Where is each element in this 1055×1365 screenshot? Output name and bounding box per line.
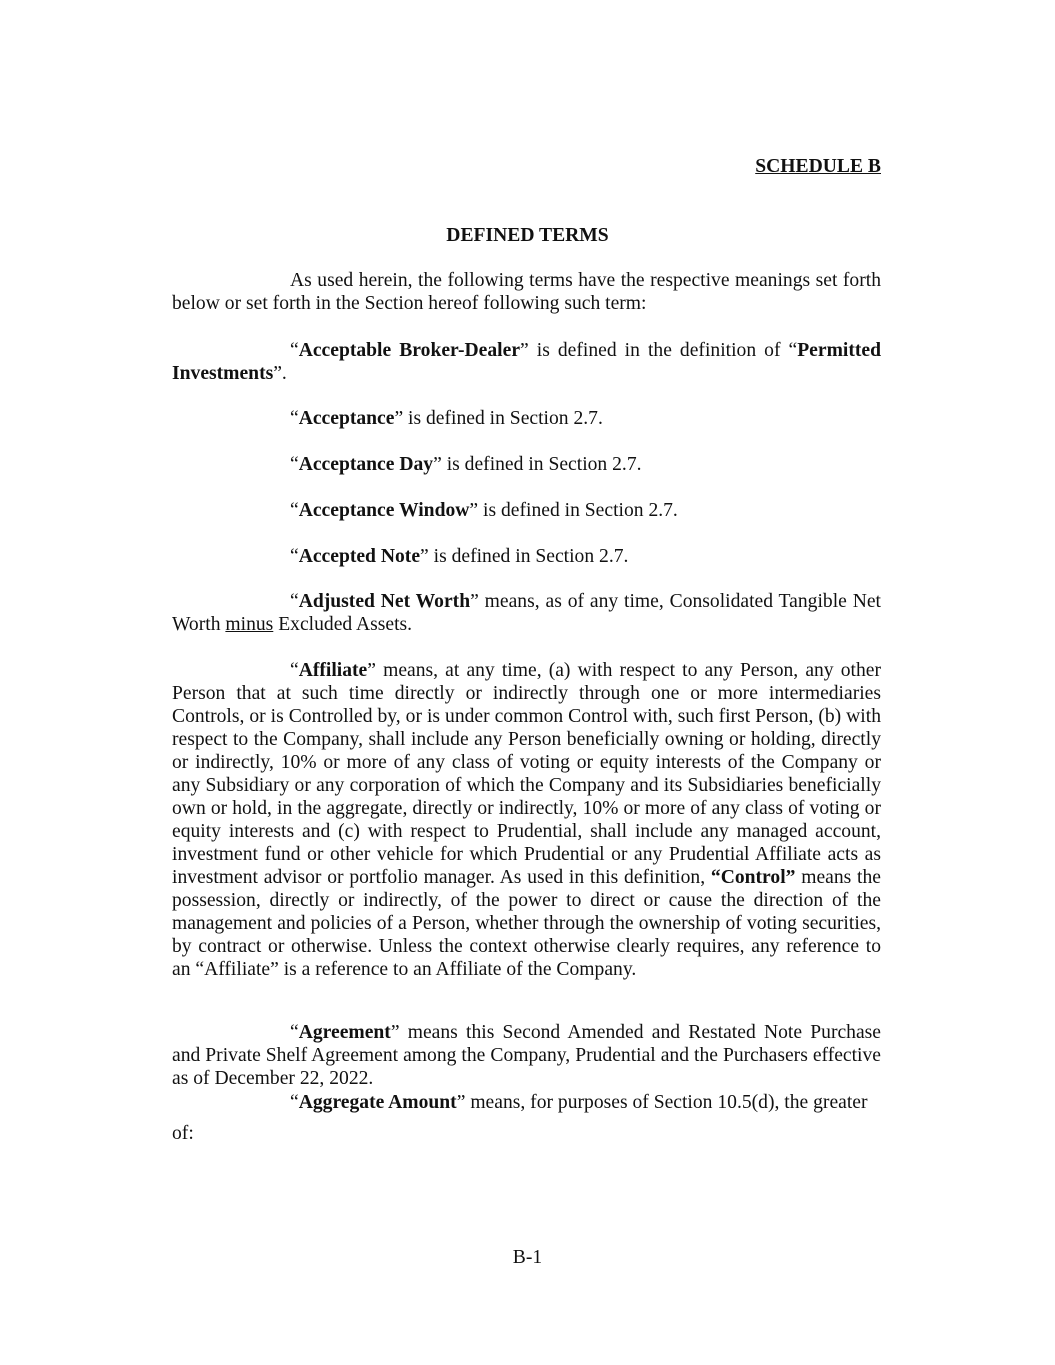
- defined-term: Acceptance Window: [298, 500, 470, 521]
- definition-continuation: of:: [172, 1123, 194, 1144]
- page-title: DEFINED TERMS: [446, 225, 609, 246]
- definition-text: ” means, at any time, (a) with respect to any Person, any other Person that at such time directly or indirectly through one or more intermediaries Controls, or is Controlled by, or is under common Control with, such first Person, (b) with respect to the Company, shall include any Person beneficially owning or holding, directly or indirectly, 10% or more of any class of voting or equity interests of the Company or any Subsidiary or any corporation of which the Company and its Subsidiaries beneficially own or hold, in the aggregate, directly or indirectly, 10% or more of any class of voting or equity interests and (c) with respect to Prudential, shall include any managed account, investment fund or other vehicle for which Prudential or any Prudential Affiliate acts as investment advisor or portfolio manager. As used in this definition,: [172, 660, 881, 888]
- definition-text: ” is defined in the definition of “: [520, 340, 798, 361]
- definition-text: ” means, for purposes of Section 10.5(d), the greater: [456, 1092, 868, 1113]
- defined-term: “Control”: [710, 867, 796, 888]
- defined-term: Aggregate Amount: [298, 1092, 457, 1113]
- defined-term: Acceptance: [298, 408, 395, 429]
- definition-text: means the possession, directly or indirectly, of the power to direct or cause the direction of the management and policies of a Person, whether through the ownership of voting securities, by contract or otherwise. Unless the context otherwise clearly requires, any reference to an “Affiliate” is a reference to an Affiliate of the Company.: [172, 867, 881, 980]
- definition-text: ” means, as of any time, Consolidated Tangible Net Worth: [172, 591, 881, 635]
- defined-term: Acceptable Broker-Dealer: [298, 340, 521, 361]
- definition-acceptable-broker-dealer: “Acceptable Broker-Dealer” is defined in the definition of “Permitted Investments”.: [172, 340, 881, 384]
- definition-acceptance-window: “Acceptance Window” is defined in Section 2.7.: [290, 500, 678, 521]
- schedule-label: SCHEDULE B: [755, 156, 881, 177]
- intro-paragraph: As used herein, the following terms have the respective meanings set forth below or set forth in the Section hereof following such term:: [172, 270, 881, 314]
- definition-aggregate-amount: “Aggregate Amount” means, for purposes of Section 10.5(d), the greater: [290, 1092, 868, 1113]
- definition-text: ”.: [273, 363, 287, 384]
- defined-term: Adjusted Net Worth: [298, 591, 471, 612]
- defined-term: Accepted Note: [298, 546, 421, 567]
- defined-term: Agreement: [298, 1022, 391, 1043]
- defined-term: Permitted Investments: [172, 340, 881, 384]
- page-number: B-1: [512, 1247, 543, 1268]
- definition-text: ” is defined in Section 2.7.: [394, 408, 603, 429]
- definition-adjusted-net-worth: “Adjusted Net Worth” means, as of any time, Consolidated Tangible Net Worth minus Excluded Assets.: [172, 591, 881, 635]
- definition-acceptance: “Acceptance” is defined in Section 2.7.: [290, 408, 603, 429]
- definition-accepted-note: “Accepted Note” is defined in Section 2.7.: [290, 546, 629, 567]
- definition-text: ” is defined in Section 2.7.: [433, 454, 642, 475]
- definition-text: ” is defined in Section 2.7.: [469, 500, 678, 521]
- definition-text: ” means this Second Amended and Restated Note Purchase and Private Shelf Agreement among the Company, Prudential and the Purchasers effective as of December 22, 2022.: [172, 1022, 881, 1089]
- defined-term: Affiliate: [298, 660, 368, 681]
- defined-term: Acceptance Day: [298, 454, 434, 475]
- definition-affiliate: “Affiliate” means, at any time, (a) with respect to any Person, any other Person that at such time directly or indirectly through one or more intermediaries Controls, or is Controlled by, or is under common Control with, such first Person, (b) with respect to the Company, shall include any Person beneficially owning or holding, directly or indirectly, 10% or more of any class of voting or equity interests of the Company or any Subsidiary or any corporation of which the Company and its Subsidiaries beneficially own or hold, in the aggregate, directly or indirectly, 10% or more of any class of voting or equity interests and (c) with respect to Prudential, shall include any managed account, investment fund or other vehicle for which Prudential or any Prudential Affiliate acts as investment advisor or portfolio manager. As used in this definition, “Control” means the possession, directly or indirectly, of the power to direct or cause the direction of the management and policies of a Person, whether through the ownership of voting securities, by contract or otherwise. Unless the context otherwise clearly requires, any reference to an “Affiliate” is a reference to an Affiliate of the Company.: [172, 660, 881, 980]
- definition-text: ” is defined in Section 2.7.: [420, 546, 629, 567]
- underlined-word: minus: [225, 614, 274, 635]
- definition-acceptance-day: “Acceptance Day” is defined in Section 2.7.: [290, 454, 642, 475]
- definition-text: Excluded Assets.: [273, 614, 413, 635]
- definition-agreement: “Agreement” means this Second Amended and Restated Note Purchase and Private Shelf Agreement among the Company, Prudential and the Purchasers effective as of December 22, 2022.: [172, 1022, 881, 1089]
